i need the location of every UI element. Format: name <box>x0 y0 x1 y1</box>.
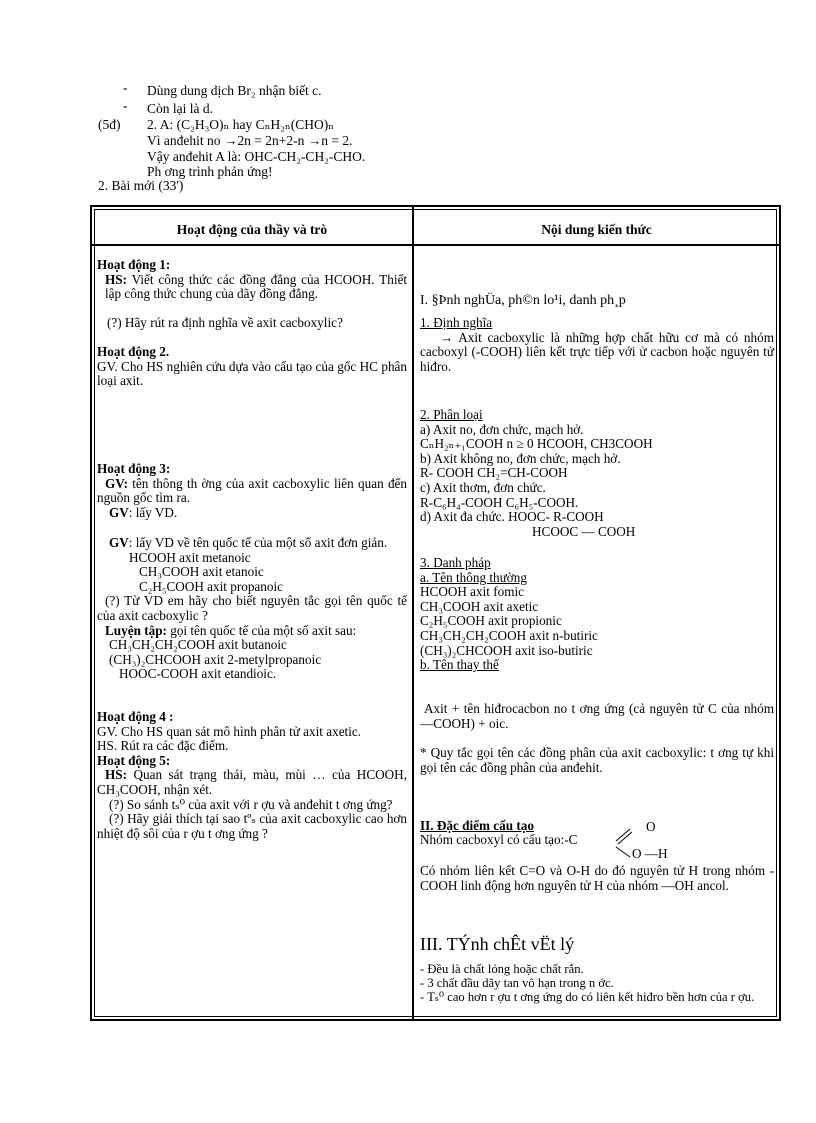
practice-2: (CH₃)₂CHCOOH axit 2-metylpropanoic <box>109 651 322 667</box>
activity-3-gv2: GV: lấy VD. <box>109 504 178 520</box>
activity-5-question-2: (?) Hãy giải thích tại sao tºₛ của axit cacboxylic cao hơn nhiệt độ sôi của r ợu t ơng ứng ? <box>97 811 407 841</box>
class-a: a) Axit no, đơn chức, mạch hở. <box>420 421 584 437</box>
name-3: C₂H₅COOH axit propionic <box>420 613 562 629</box>
class-c: c) Axit thơm, đơn chức. <box>420 479 546 495</box>
arrow-icon: → <box>440 329 459 345</box>
practice-3: HOOC-COOH axit etandioic. <box>119 666 277 682</box>
example-2: CH₃COOH axit etanoic <box>139 564 264 580</box>
activity-3-question: (?) Từ VD em hãy cho biết nguyên tắc gọi tên quốc tế của axit cacboxylic ? <box>97 593 407 623</box>
activity-1-title: Hoạt động 1: <box>97 257 171 272</box>
class-d: d) Axit đa chức. HOOC- R-COOH <box>420 509 604 525</box>
activity-1-hs: HS: Viết công thức các đồng đẳng của HCOOH. Thiết lập công thức chung của dãy đồng đẳng. <box>105 271 407 302</box>
bullet-dash-1: - <box>123 80 128 95</box>
bullet-text-2: Còn lại là d. <box>147 101 213 116</box>
activity-4-title: Hoạt động 4 : <box>97 709 174 724</box>
class-b: b) Axit không no, đơn chức, mạch hở. <box>420 450 621 466</box>
column-divider <box>412 207 414 1019</box>
activity-1-question: (?) Hãy rút ra định nghĩa về axit cacboxylic? <box>107 315 343 330</box>
carboxyl-structure: Nhóm cacboxyl có cấu tạo:-C <box>420 832 578 847</box>
example-1: HCOOH axit metanoic <box>129 549 251 565</box>
common-name-heading: a. Tên thông thường <box>420 569 527 585</box>
question-2-reason <box>147 133 352 148</box>
reason-part-a: Vì anđehit no <box>147 133 224 148</box>
classification-heading: 2. Phân loại <box>420 407 483 422</box>
practice-1: CH₃CH₂CH₂COOH axit butanoic <box>109 637 287 653</box>
bullet-text-1: Dùng dung dịch Br₂ nhận biết c. <box>147 83 322 98</box>
definition-heading: 1. Định nghĩa <box>420 315 493 330</box>
practice: Luyện tập: gọi tên quốc tế của một số axit sau: <box>105 622 357 638</box>
nomenclature-heading: 3. Danh pháp <box>420 555 491 570</box>
class-b-formula: R- COOH CH₂=CH-COOH <box>420 465 568 481</box>
definition-text: → Axit cacboxylic là những hợp chất hữu cơ mà có nhóm cacboxyl (-COOH) liên kết trực tiếp với ử cacbon hoặc nguyên tử hiđro. <box>420 329 774 374</box>
question-2-line: 2. A: (C₂H₃O)ₙ hay CₙH₂ₙ(CHO)ₙ <box>147 117 335 132</box>
substitute-name-heading: b. Tên thay thế <box>420 657 499 673</box>
section-3-title: III. TÝnh chÊt vËt lý <box>420 934 575 954</box>
activity-3-gv1: GV: tên thông th ờng của axit cacboxylic liên quan đến nguồn gốc tìm ra. <box>97 475 407 506</box>
new-lesson-label: 2. Bài mới (33') <box>98 178 184 193</box>
isomer-rule: * Quy tắc gọi tên các đồng phân của axit cacboxylic: t ơng tự khi gọi tên các đồng phân của anđehit. <box>420 745 774 775</box>
arrow-icon: → <box>307 133 322 148</box>
class-a-formula: CₙH₂ₙ₊₁COOH n ≥ 0 HCOOH, CH3COOH <box>420 436 653 452</box>
carboxyl-bonds <box>610 827 650 863</box>
bullet-dash-2: - <box>123 98 128 113</box>
example-3: C₂H₅COOH axit propanoic <box>139 578 283 594</box>
class-d-formula: HCOOC — COOH <box>532 523 636 539</box>
activity-4-text: GV. Cho HS quan sát mô hình phân tử axit axetic. <box>97 723 362 739</box>
activity-2-text: GV. Cho HS nghiên cứu dựa vào cấu tạo của gốc HC phân loại axit. <box>97 358 407 389</box>
header-knowledge: Nội dung kiến thức <box>541 222 652 237</box>
activity-2-title: Hoạt động 2. <box>97 344 170 359</box>
name-5: (CH₃)₂CHCOOH axit iso-butiric <box>420 642 593 658</box>
section-1-title: I. §Þnh nghÜa, ph©n lo¹i, danh ph¸p <box>420 293 626 308</box>
name-2: CH₃COOH axit axetic <box>420 598 539 614</box>
activity-5-question-1: (?) So sánh tₛ⁰ của axit với r ợu và anđehit t ơng ứng? <box>109 796 393 812</box>
activity-4-hs: HS. Rút ra các đặc điểm. <box>97 738 229 754</box>
header-teacher-student: Hoạt động của thầy và trò <box>176 222 328 237</box>
carboxyl-o: O <box>646 819 656 834</box>
naming-rule: Axit + tên hiđrocacbon no t ơng ứng (cả nguyên tử C của nhóm —COOH) + oic. <box>420 701 774 731</box>
activity-3-title: Hoạt động 3: <box>97 461 171 476</box>
name-4: CH₃CH₂CH₂COOH axit n-butiric <box>420 627 598 643</box>
activity-5-title: Hoạt động 5: <box>97 752 171 768</box>
reason-part-c: n = 2. <box>321 133 353 148</box>
question-2-conclusion: Vậy anđehit A là: OHC-CH₂-CH₂-CHO. <box>147 149 366 164</box>
header-divider <box>92 244 779 246</box>
activity-3-gv3: GV: lấy VD về tên quốc tế của một số axit đơn giản. <box>109 535 388 550</box>
activity-5-hs: HS: Quan sát trạng thái, màu, mùi … của HCOOH, CH₃COOH, nhận xét. <box>97 767 407 797</box>
arrow-icon: → <box>223 133 238 148</box>
property-3: - Tₛ⁰ cao hơn r ợu t ơng ứng do có liên kết hiđro bền hơn của r ợu. <box>420 990 755 1004</box>
property-2: - 3 chất đầu dãy tan vô hạn trong n ớc. <box>420 976 614 990</box>
name-1: HCOOH axit fomic <box>420 584 525 600</box>
class-c-formula: R-C₆H₄-COOH C₆H₅-COOH. <box>420 494 579 510</box>
property-1: - Đều là chất lỏng hoặc chất rắn. <box>420 962 584 976</box>
structure-text: Có nhóm liên kết C=O và O-H do đó nguyên tử H trong nhóm -COOH linh động hơn nguyên tử H của nhóm —OH ancol. <box>420 863 774 893</box>
section-2-title: II. Đặc điểm cấu tạo <box>420 818 534 833</box>
reason-part-b: 2n = 2n+2-n <box>237 133 308 148</box>
carboxyl-oh: O —H <box>632 846 668 861</box>
question-2-equation: Ph ơng trình phản ứng! <box>147 164 273 179</box>
score-label: (5đ) <box>98 117 121 132</box>
